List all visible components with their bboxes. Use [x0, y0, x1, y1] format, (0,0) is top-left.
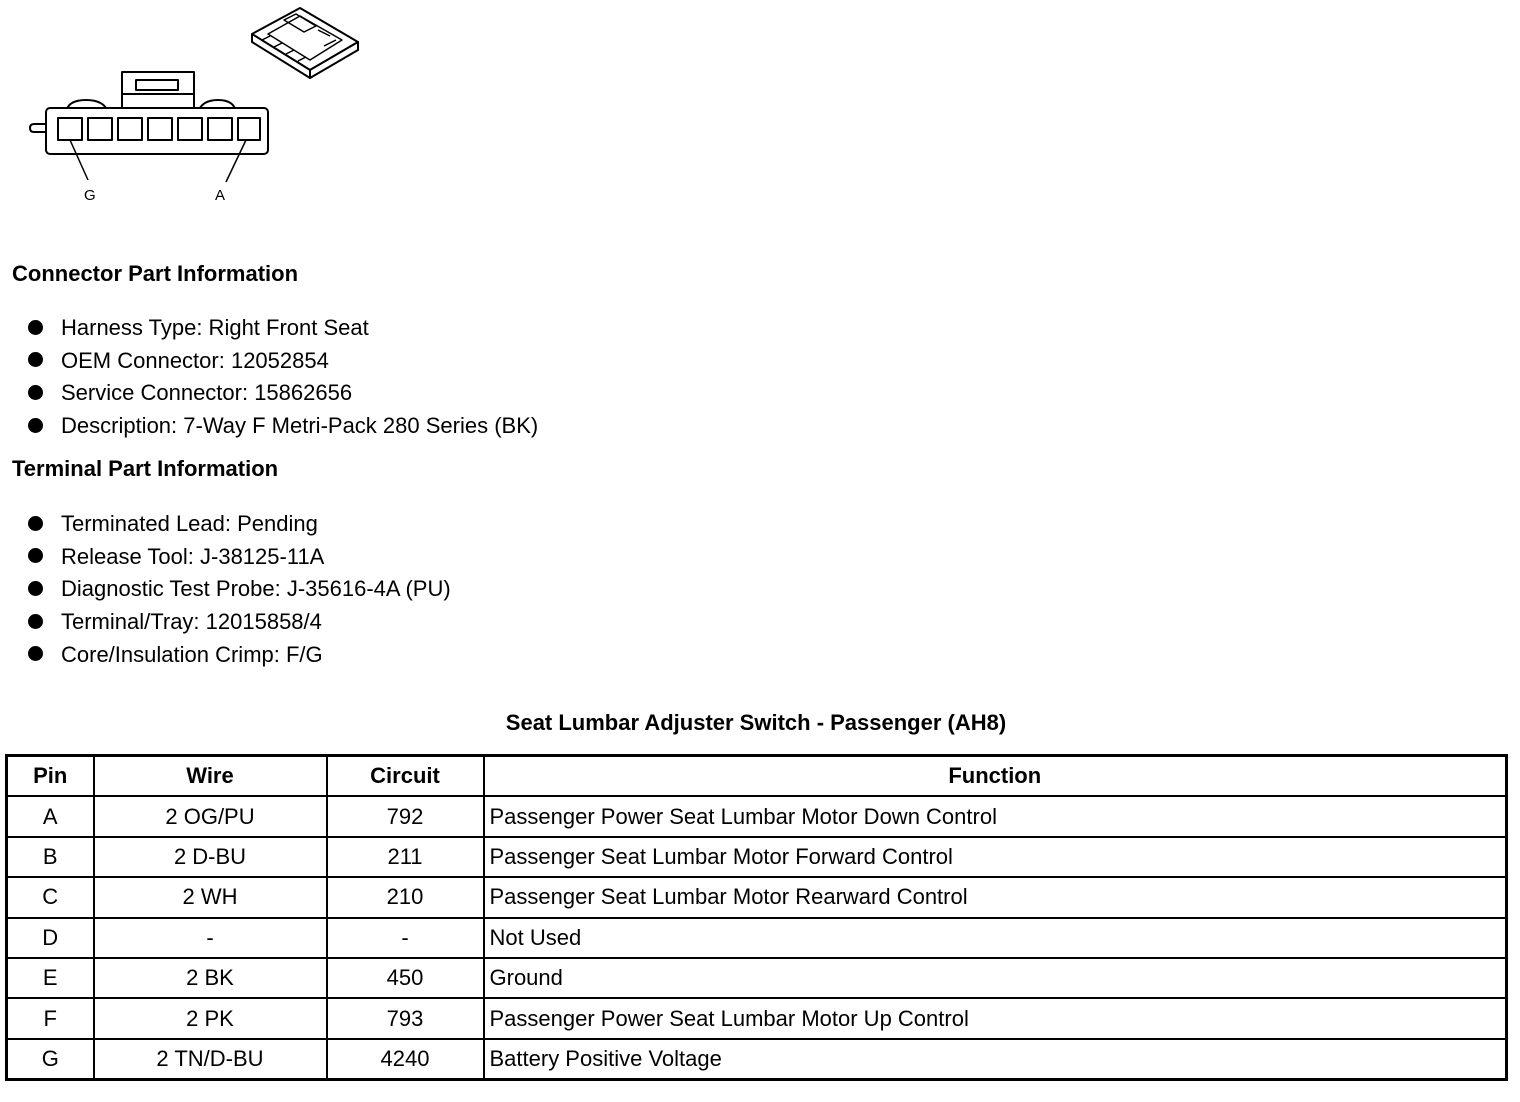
connector-diagram [0, 0, 380, 215]
circuit-cell: 792 [327, 796, 484, 836]
connector-front-view [30, 72, 268, 182]
bullet-icon [28, 581, 43, 596]
pin-cell: C [7, 877, 94, 917]
list-item: Core/Insulation Crimp: F/G [28, 639, 451, 672]
list-item: Release Tool: J-38125-11A [28, 541, 451, 574]
list-item: Terminated Lead: Pending [28, 508, 451, 541]
wire-cell: 2 BK [94, 958, 327, 998]
circuit-cell: 4240 [327, 1039, 484, 1080]
terminal-part-info-heading: Terminal Part Information [12, 456, 279, 481]
table-row [7, 998, 1507, 1038]
function-cell: Passenger Power Seat Lumbar Motor Down Control [484, 796, 1507, 836]
terminal-part-info-list [28, 508, 451, 671]
function-cell: Passenger Seat Lumbar Motor Rearward Control [484, 877, 1507, 917]
bullet-icon [28, 614, 43, 629]
connector-part-info-list [28, 312, 538, 443]
pin-table [5, 754, 1508, 1081]
pin-label-a: A [215, 187, 226, 204]
wire-cell: 2 TN/D-BU [94, 1039, 327, 1080]
wire-cell: 2 OG/PU [94, 796, 327, 836]
table-row [7, 796, 1507, 836]
circuit-cell: 793 [327, 998, 484, 1038]
wire-cell: - [94, 918, 327, 958]
pin-cell: E [7, 958, 94, 998]
function-cell: Passenger Power Seat Lumbar Motor Up Control [484, 998, 1507, 1038]
circuit-cell: - [327, 918, 484, 958]
bullet-icon [28, 548, 43, 563]
table-title: Seat Lumbar Adjuster Switch - Passenger (AH8) [505, 710, 1007, 735]
bullet-icon [28, 418, 43, 433]
pin-cell: A [7, 796, 94, 836]
table-row [7, 958, 1507, 998]
circuit-cell: 211 [327, 837, 484, 877]
list-item: Harness Type: Right Front Seat [28, 312, 538, 345]
pin-cell: B [7, 837, 94, 877]
table-row [7, 877, 1507, 917]
list-item: Diagnostic Test Probe: J-35616-4A (PU) [28, 573, 451, 606]
circuit-cell: 450 [327, 958, 484, 998]
wire-cell: 2 D-BU [94, 837, 327, 877]
pin-cell: F [7, 998, 94, 1038]
table-row [7, 837, 1507, 877]
column-header-circuit: Circuit [327, 756, 484, 797]
wire-cell: 2 WH [94, 877, 327, 917]
table-row [7, 918, 1507, 958]
pin-label-g: G [84, 187, 96, 204]
connector-part-info-heading: Connector Part Information [12, 261, 299, 286]
bullet-icon [28, 352, 43, 367]
column-header-pin: Pin [7, 756, 94, 797]
function-cell: Not Used [484, 918, 1507, 958]
function-cell: Ground [484, 958, 1507, 998]
function-cell: Passenger Seat Lumbar Motor Forward Control [484, 837, 1507, 877]
connector-isometric-icon [252, 8, 358, 78]
column-header-wire: Wire [94, 756, 327, 797]
wire-cell: 2 PK [94, 998, 327, 1038]
bullet-icon [28, 646, 43, 661]
circuit-cell: 210 [327, 877, 484, 917]
function-cell: Battery Positive Voltage [484, 1039, 1507, 1080]
pin-cell: G [7, 1039, 94, 1080]
column-header-function: Function [484, 756, 1507, 797]
pin-cell: D [7, 918, 94, 958]
list-item: OEM Connector: 12052854 [28, 345, 538, 378]
bullet-icon [28, 385, 43, 400]
bullet-icon [28, 516, 43, 531]
bullet-icon [28, 320, 43, 335]
list-item: Description: 7-Way F Metri-Pack 280 Series (BK) [28, 410, 538, 443]
list-item: Terminal/Tray: 12015858/4 [28, 606, 451, 639]
table-header-row [7, 756, 1507, 797]
list-item: Service Connector: 15862656 [28, 377, 538, 410]
table-row [7, 1039, 1507, 1080]
